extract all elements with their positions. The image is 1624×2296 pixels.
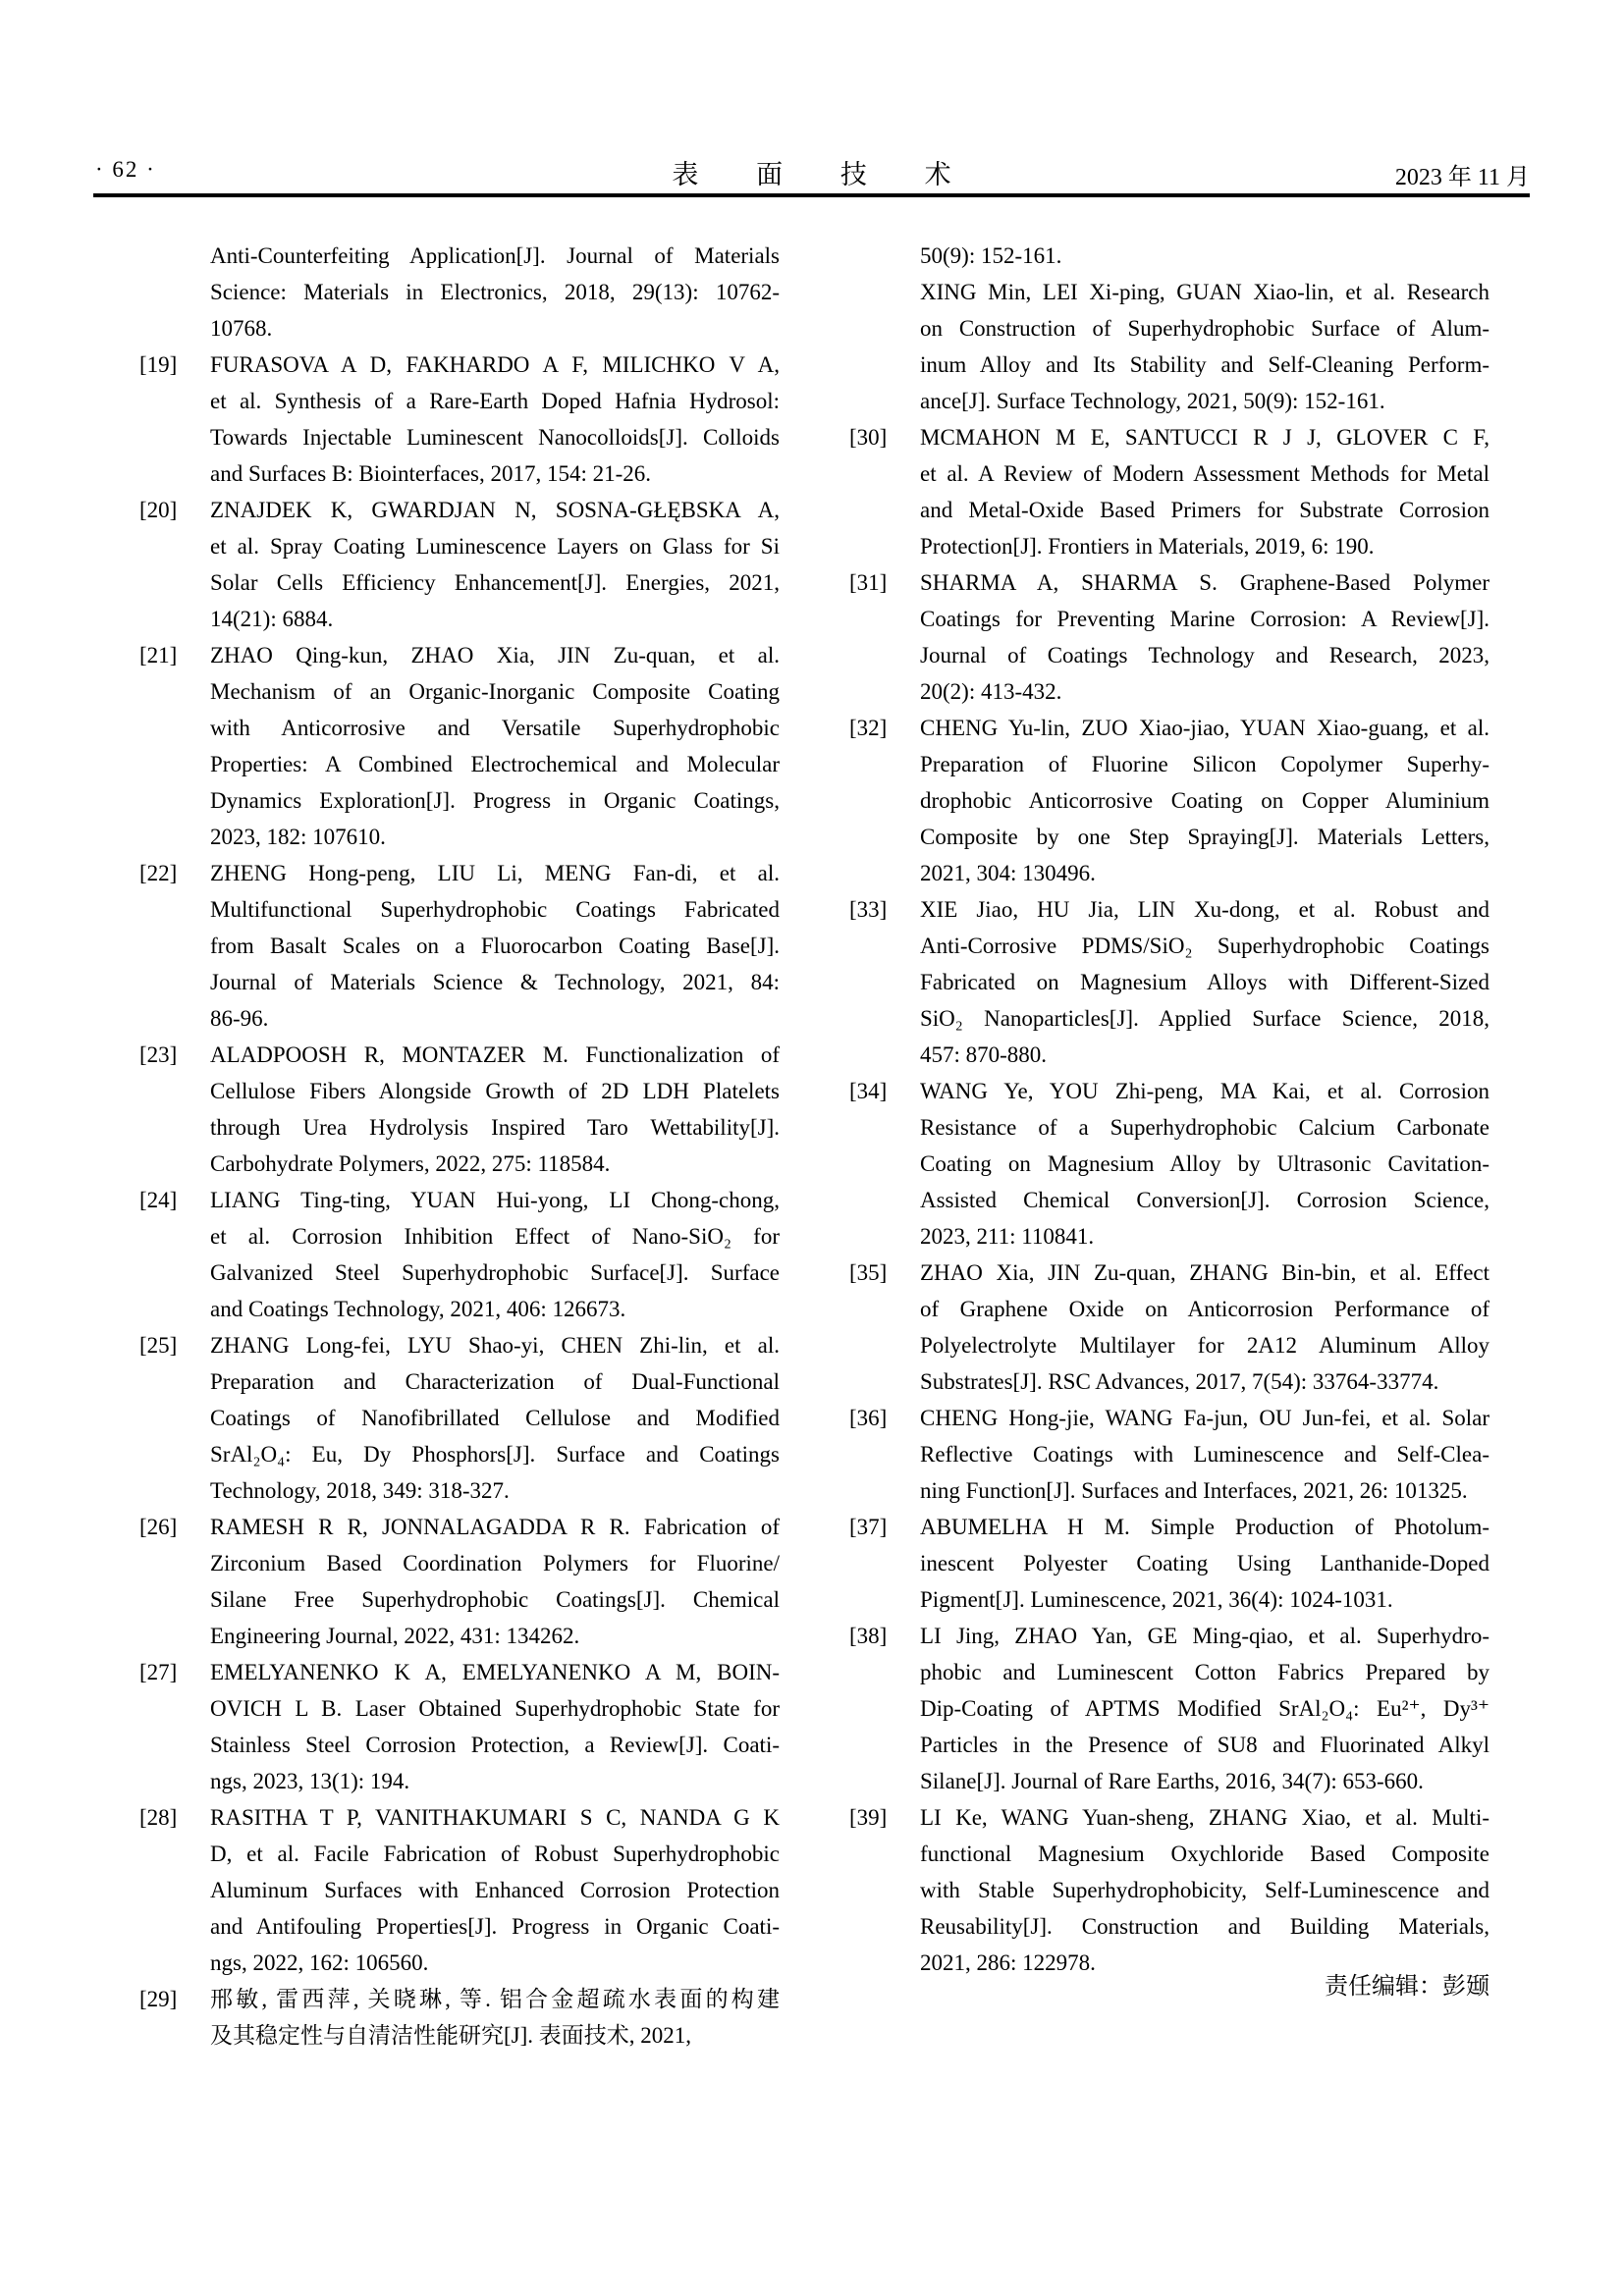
reference-line: MCMAHON M E, SANTUCCI R J J, GLOVER C F, bbox=[920, 425, 1489, 450]
reference-line: Towards Injectable Luminescent Nanocolloids[J]. Colloids bbox=[210, 425, 780, 450]
reference-line: XIE Jiao, HU Jia, LIN Xu-dong, et al. Robust and bbox=[920, 897, 1489, 922]
reference-line: drophobic Anticorrosive Coating on Copper Aluminium bbox=[920, 788, 1489, 813]
reference-item bbox=[849, 274, 1489, 419]
reference-line: 86-96. bbox=[210, 1006, 269, 1031]
reference-line: LI Ke, WANG Yuan-sheng, ZHANG Xiao, et al. Multi- bbox=[920, 1805, 1489, 1830]
reference-line: of Graphene Oxide on Anticorrosion Performance of bbox=[920, 1297, 1489, 1321]
reference-item bbox=[139, 1037, 780, 1182]
reference-line: ZHAO Xia, JIN Zu-quan, ZHANG Bin-bin, et al. Effect bbox=[920, 1260, 1489, 1285]
editor-credit: 责任编辑：彭颋 bbox=[1325, 1974, 1489, 2000]
reference-line: Zirconium Based Coordination Polymers for Fluorine/ bbox=[210, 1551, 780, 1575]
reference-line: Science: Materials in Electronics, 2018, 29(13): 10762- bbox=[210, 280, 780, 304]
reference-number: [26] bbox=[139, 1515, 178, 1539]
reference-line: inum Alloy and Its Stability and Self-Cleaning Perform- bbox=[920, 352, 1489, 377]
reference-item bbox=[139, 855, 780, 1037]
reference-line: 20(2): 413-432. bbox=[920, 679, 1062, 704]
reference-line: ngs, 2023, 13(1): 194. bbox=[210, 1769, 410, 1793]
reference-line: Technology, 2018, 349: 318-327. bbox=[210, 1478, 510, 1503]
reference-line: RAMESH R R, JONNALAGADDA R R. Fabrication of bbox=[210, 1515, 780, 1539]
reference-line: Solar Cells Efficiency Enhancement[J]. Energies, 2021, bbox=[210, 570, 780, 595]
reference-line: ance[J]. Surface Technology, 2021, 50(9): 152-161. bbox=[920, 389, 1385, 413]
reference-number: [21] bbox=[139, 643, 178, 667]
reference-item bbox=[849, 710, 1489, 891]
reference-line: OVICH L B. Laser Obtained Superhydrophobic State for bbox=[210, 1696, 780, 1721]
reference-text bbox=[920, 1073, 1489, 1255]
reference-text bbox=[210, 1037, 780, 1182]
reference-line: 及其稳定性与自清洁性能研究[J]. 表面技术, 2021, bbox=[210, 2023, 692, 2048]
reference-text bbox=[920, 1400, 1489, 1509]
reference-item bbox=[849, 1400, 1489, 1509]
reference-line: Galvanized Steel Superhydrophobic Surface[J]. Surface bbox=[210, 1260, 780, 1285]
reference-line: XING Min, LEI Xi-ping, GUAN Xiao-lin, et al. Research bbox=[920, 280, 1489, 304]
reference-line: Protection[J]. Frontiers in Materials, 2019, 6: 190. bbox=[920, 534, 1375, 559]
reference-number: [34] bbox=[849, 1079, 888, 1103]
reference-line: Dip-Coating of APTMS Modified SrAl₂O₄: Eu²⁺, Dy³⁺ bbox=[920, 1696, 1489, 1721]
reference-text bbox=[210, 1327, 780, 1509]
reference-text bbox=[920, 564, 1489, 710]
reference-text bbox=[210, 1182, 780, 1327]
reference-number: [20] bbox=[139, 498, 178, 522]
reference-item bbox=[849, 1509, 1489, 1618]
reference-line: ZHAO Qing-kun, ZHAO Xia, JIN Zu-quan, et al. bbox=[210, 643, 780, 667]
reference-number: [28] bbox=[139, 1805, 178, 1830]
reference-item bbox=[849, 419, 1489, 564]
reference-text bbox=[210, 637, 780, 855]
reference-line: functional Magnesium Oxychloride Based Composite bbox=[920, 1842, 1489, 1866]
reference-item bbox=[849, 1799, 1489, 1981]
reference-line: LI Jing, ZHAO Yan, GE Ming-qiao, et al. Superhydro- bbox=[920, 1624, 1489, 1648]
reference-line: 2021, 304: 130496. bbox=[920, 861, 1096, 885]
reference-line: phobic and Luminescent Cotton Fabrics Prepared by bbox=[920, 1660, 1489, 1684]
reference-number: [30] bbox=[849, 425, 888, 450]
reference-line: Anti-Counterfeiting Application[J]. Journal of Materials bbox=[210, 243, 780, 268]
reference-number: [39] bbox=[849, 1805, 888, 1830]
reference-text bbox=[210, 492, 780, 637]
reference-line: ning Function[J]. Surfaces and Interfaces, 2021, 26: 101325. bbox=[920, 1478, 1468, 1503]
reference-line: with Stable Superhydrophobicity, Self-Luminescence and bbox=[920, 1878, 1489, 1902]
reference-line: CHENG Hong-jie, WANG Fa-jun, OU Jun-fei, et al. Solar bbox=[920, 1406, 1489, 1430]
reference-line: Reflective Coatings with Luminescence and Self-Clea- bbox=[920, 1442, 1489, 1467]
header-divider-rule bbox=[93, 193, 1530, 197]
reference-line: ZNAJDEK K, GWARDJAN N, SOSNA-GŁĘBSKA A, bbox=[210, 498, 780, 522]
reference-text bbox=[920, 710, 1489, 891]
reference-line: 2023, 182: 107610. bbox=[210, 825, 386, 849]
reference-item bbox=[849, 564, 1489, 710]
reference-number: [29] bbox=[139, 1987, 178, 2011]
reference-line: 2023, 211: 110841. bbox=[920, 1224, 1095, 1249]
reference-line: et al. Synthesis of a Rare-Earth Doped Hafnia Hydrosol: bbox=[210, 389, 780, 413]
reference-number: [19] bbox=[139, 352, 178, 377]
reference-text bbox=[920, 274, 1489, 419]
reference-item bbox=[849, 891, 1489, 1073]
reference-line: ABUMELHA H M. Simple Production of Photolum- bbox=[920, 1515, 1489, 1539]
reference-line: Multifunctional Superhydrophobic Coatings Fabricated bbox=[210, 897, 780, 922]
reference-line: Pigment[J]. Luminescence, 2021, 36(4): 1024-1031. bbox=[920, 1587, 1393, 1612]
reference-line: ZHENG Hong-peng, LIU Li, MENG Fan-di, et al. bbox=[210, 861, 780, 885]
reference-item bbox=[139, 1509, 780, 1654]
reference-number: [23] bbox=[139, 1042, 178, 1067]
reference-number: [38] bbox=[849, 1624, 888, 1648]
reference-line: Properties: A Combined Electrochemical and Molecular bbox=[210, 752, 780, 776]
reference-text bbox=[210, 1799, 780, 1981]
reference-line: inescent Polyester Coating Using Lanthanide-Doped bbox=[920, 1551, 1489, 1575]
reference-line: through Urea Hydrolysis Inspired Taro Wettability[J]. bbox=[210, 1115, 780, 1140]
reference-number: [32] bbox=[849, 716, 888, 740]
reference-text bbox=[920, 419, 1489, 564]
reference-number: [24] bbox=[139, 1188, 178, 1212]
reference-item bbox=[139, 1182, 780, 1327]
reference-line: ZHANG Long-fei, LYU Shao-yi, CHEN Zhi-lin, et al. bbox=[210, 1333, 780, 1358]
reference-item bbox=[139, 238, 780, 347]
reference-line: and Coatings Technology, 2021, 406: 126673. bbox=[210, 1297, 626, 1321]
reference-line: Coatings for Preventing Marine Corrosion: A Review[J]. bbox=[920, 607, 1489, 631]
reference-line: 457: 870-880. bbox=[920, 1042, 1048, 1067]
reference-line: RASITHA T P, VANITHAKUMARI S C, NANDA G K bbox=[210, 1805, 780, 1830]
reference-line: Coatings of Nanofibrillated Cellulose and Modified bbox=[210, 1406, 780, 1430]
reference-line: ngs, 2022, 162: 106560. bbox=[210, 1950, 429, 1975]
reference-text bbox=[210, 1654, 780, 1799]
reference-text bbox=[210, 1509, 780, 1654]
reference-number: [37] bbox=[849, 1515, 888, 1539]
reference-line: Assisted Chemical Conversion[J]. Corrosion Science, bbox=[920, 1188, 1489, 1212]
reference-line: Mechanism of an Organic-Inorganic Composite Coating bbox=[210, 679, 780, 704]
reference-line: Engineering Journal, 2022, 431: 134262. bbox=[210, 1624, 580, 1648]
reference-line: Coating on Magnesium Alloy by Ultrasonic Cavitation- bbox=[920, 1151, 1489, 1176]
reference-line: Aluminum Surfaces with Enhanced Corrosion Protection bbox=[210, 1878, 780, 1902]
reference-text bbox=[920, 1509, 1489, 1618]
reference-line: 50(9): 152-161. bbox=[920, 243, 1062, 268]
reference-line: and Antifouling Properties[J]. Progress in Organic Coati- bbox=[210, 1914, 780, 1939]
reference-line: Silane Free Superhydrophobic Coatings[J]. Chemical bbox=[210, 1587, 780, 1612]
reference-line: Resistance of a Superhydrophobic Calcium Carbonate bbox=[920, 1115, 1489, 1140]
reference-line: 邢敏, 雷西萍, 关晓琳, 等. 铝合金超疏水表面的构建 bbox=[210, 1987, 780, 2011]
reference-line: Dynamics Exploration[J]. Progress in Organic Coatings, bbox=[210, 788, 780, 813]
reference-line: et al. Spray Coating Luminescence Layers on Glass for Si bbox=[210, 534, 780, 559]
reference-text bbox=[210, 238, 780, 347]
reference-item bbox=[139, 1654, 780, 1799]
reference-line: WANG Ye, YOU Zhi-peng, MA Kai, et al. Corrosion bbox=[920, 1079, 1489, 1103]
reference-line: Reusability[J]. Construction and Building Materials, bbox=[920, 1914, 1489, 1939]
journal-title: 表 面 技 术 bbox=[672, 160, 977, 189]
reference-number: [36] bbox=[849, 1406, 888, 1430]
reference-line: Stainless Steel Corrosion Protection, a Review[J]. Coati- bbox=[210, 1733, 780, 1757]
reference-line: LIANG Ting-ting, YUAN Hui-yong, LI Chong-chong, bbox=[210, 1188, 780, 1212]
reference-number: [33] bbox=[849, 897, 888, 922]
reference-line: EMELYANENKO K A, EMELYANENKO A M, BOIN- bbox=[210, 1660, 780, 1684]
reference-number: [25] bbox=[139, 1333, 178, 1358]
reference-item bbox=[139, 1327, 780, 1509]
reference-text bbox=[210, 347, 780, 492]
reference-number: [31] bbox=[849, 570, 888, 595]
page-number: · 62 · bbox=[95, 157, 156, 182]
reference-item bbox=[849, 1073, 1489, 1255]
reference-line: et al. Corrosion Inhibition Effect of Nano-SiO₂ for bbox=[210, 1224, 780, 1249]
reference-line: and Metal-Oxide Based Primers for Substrate Corrosion bbox=[920, 498, 1489, 522]
reference-line: Silane[J]. Journal of Rare Earths, 2016, 34(7): 653-660. bbox=[920, 1769, 1424, 1793]
reference-item bbox=[139, 347, 780, 492]
reference-text bbox=[920, 891, 1489, 1073]
reference-line: Polyelectrolyte Multilayer for 2A12 Aluminum Alloy bbox=[920, 1333, 1489, 1358]
reference-text bbox=[210, 1981, 780, 2054]
reference-text bbox=[920, 1799, 1489, 1981]
reference-number: [27] bbox=[139, 1660, 178, 1684]
reference-line: Composite by one Step Spraying[J]. Materials Letters, bbox=[920, 825, 1489, 849]
reference-item bbox=[849, 1618, 1489, 1799]
reference-line: 10768. bbox=[210, 316, 273, 341]
reference-line: SrAl₂O₄: Eu, Dy Phosphors[J]. Surface and Coatings bbox=[210, 1442, 780, 1467]
reference-line: 2021, 286: 122978. bbox=[920, 1950, 1096, 1975]
page-header bbox=[93, 147, 1530, 190]
reference-text bbox=[920, 1618, 1489, 1799]
reference-line: CHENG Yu-lin, ZUO Xiao-jiao, YUAN Xiao-guang, et al. bbox=[920, 716, 1489, 740]
reference-line: on Construction of Superhydrophobic Surface of Alum- bbox=[920, 316, 1489, 341]
reference-line: Preparation of Fluorine Silicon Copolymer Superhy- bbox=[920, 752, 1489, 776]
reference-text bbox=[920, 1255, 1489, 1400]
reference-line: FURASOVA A D, FAKHARDO A F, MILICHKO V A, bbox=[210, 352, 780, 377]
reference-line: D, et al. Facile Fabrication of Robust Superhydrophobic bbox=[210, 1842, 780, 1866]
reference-item bbox=[139, 1981, 780, 2054]
reference-line: et al. A Review of Modern Assessment Methods for Metal bbox=[920, 461, 1489, 486]
references-left-column bbox=[139, 238, 780, 2054]
reference-line: Journal of Coatings Technology and Research, 2023, bbox=[920, 643, 1489, 667]
reference-number: [35] bbox=[849, 1260, 888, 1285]
reference-item bbox=[139, 1799, 780, 1981]
reference-number: [22] bbox=[139, 861, 178, 885]
reference-line: SHARMA A, SHARMA S. Graphene-Based Polymer bbox=[920, 570, 1489, 595]
reference-line: and Surfaces B: Biointerfaces, 2017, 154: 21-26. bbox=[210, 461, 652, 486]
reference-line: Preparation and Characterization of Dual-Functional bbox=[210, 1369, 780, 1394]
reference-item bbox=[139, 637, 780, 855]
reference-line: Fabricated on Magnesium Alloys with Different-Sized bbox=[920, 970, 1489, 994]
reference-line: Anti-Corrosive PDMS/SiO₂ Superhydrophobic Coatings bbox=[920, 934, 1489, 958]
reference-text bbox=[210, 855, 780, 1037]
references-right-column bbox=[849, 238, 1489, 1981]
reference-item bbox=[849, 238, 1489, 274]
reference-item bbox=[849, 1255, 1489, 1400]
reference-line: ALADPOOSH R, MONTAZER M. Functionalization of bbox=[210, 1042, 780, 1067]
reference-line: Particles in the Presence of SU8 and Fluorinated Alkyl bbox=[920, 1733, 1489, 1757]
reference-line: SiO₂ Nanoparticles[J]. Applied Surface Science, 2018, bbox=[920, 1006, 1489, 1031]
reference-line: from Basalt Scales on a Fluorocarbon Coating Base[J]. bbox=[210, 934, 780, 958]
reference-line: 14(21): 6884. bbox=[210, 607, 334, 631]
reference-text bbox=[920, 238, 1489, 274]
reference-line: with Anticorrosive and Versatile Superhydrophobic bbox=[210, 716, 780, 740]
reference-item bbox=[139, 492, 780, 637]
reference-line: Journal of Materials Science & Technology, 2021, 84: bbox=[210, 970, 780, 994]
issue-date: 2023 年 11 月 bbox=[1394, 165, 1530, 190]
reference-line: Cellulose Fibers Alongside Growth of 2D LDH Platelets bbox=[210, 1079, 780, 1103]
reference-line: Carbohydrate Polymers, 2022, 275: 118584. bbox=[210, 1151, 611, 1176]
reference-line: Substrates[J]. RSC Advances, 2017, 7(54): 33764-33774. bbox=[920, 1369, 1439, 1394]
